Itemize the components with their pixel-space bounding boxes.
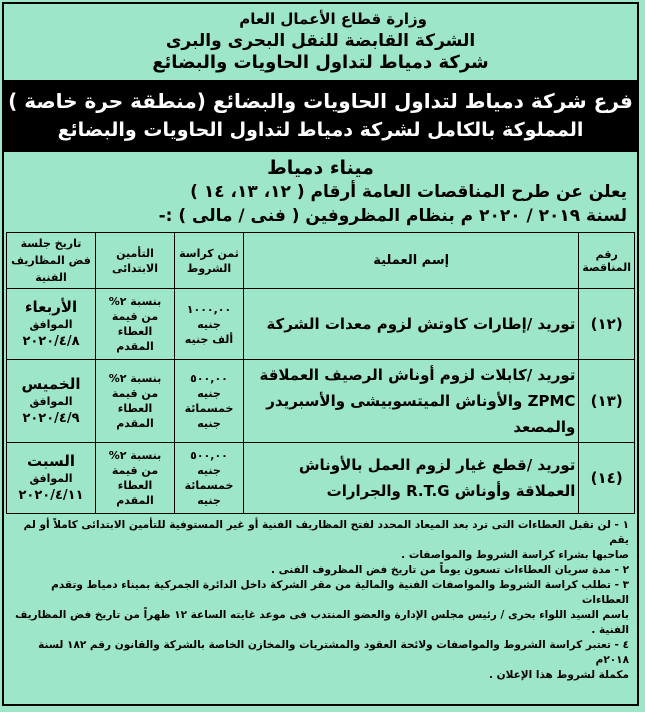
date-day: الأربعاء: [24, 297, 78, 316]
tender-price: [175, 443, 244, 514]
tender-operation: [244, 443, 579, 514]
price-unit: جنيه: [197, 317, 221, 331]
price-words: خمسمائة جنيه: [184, 479, 234, 507]
tender-date: [7, 360, 96, 443]
note-line: مكملة لشروط هذا الإعلان .: [489, 669, 629, 681]
note-line: باسم السيد اللواء بحرى / رئيس مجلس الإدارة والعضو المنتدب فى موعد غايته الساعة ١٢ ظهراً من تاريخ فض المظاريف الفنية .: [15, 609, 629, 636]
table-row: [7, 360, 635, 443]
table-row: [7, 289, 635, 360]
price-words: خمسمائة جنيه: [184, 402, 234, 430]
date-value: ٢٠٢٠/٤/١١: [18, 487, 84, 503]
tender-number: (١٣): [579, 360, 635, 443]
organization-header: [4, 4, 637, 74]
banner-line-2: المملوكة بالكامل لشركة دمياط لتداول الحاويات والبضائع: [57, 119, 584, 141]
header-number: رقم المناقصة: [579, 233, 635, 289]
insurance-of: من قيمة: [111, 464, 159, 477]
announcement-line-2: لسنة ٢٠١٩ / ٢٠٢٠ م بنظام المظروفين ( فنى / مالى ) :-: [158, 206, 627, 226]
ministry-name: وزارة قطاع الأعمال العام: [239, 10, 427, 28]
date-corresponding: الموافق: [29, 317, 73, 331]
tender-insurance: [96, 443, 175, 514]
date-value: ٢٠٢٠/٤/٩: [22, 410, 80, 426]
tender-price: [175, 289, 244, 360]
banner-line-1: فرع شركة دمياط لتداول الحاويات والبضائع (منطقة حرة خاصة ): [8, 89, 633, 113]
note-line: ٢ - مدة سريان العطاءات تسعون يوماً من تاريخ فض المظروف الفنى .: [271, 564, 629, 576]
port-name: ميناء دمياط: [267, 157, 374, 179]
advertisement-frame: [2, 2, 639, 706]
holding-company-name: الشركة القابضة للنقل البحرى والبرى: [165, 31, 476, 51]
price-amount: ٥٠٠,٠٠: [190, 449, 228, 462]
insurance-of: من قيمة: [111, 387, 159, 400]
header-operation: إسم العملية: [244, 233, 579, 289]
tender-operation: [244, 360, 579, 443]
insurance-basis: العطاء المقدم: [116, 402, 154, 430]
price-unit: جنيه: [197, 387, 221, 400]
tender-operation: [244, 289, 579, 360]
announcement: [4, 152, 637, 230]
date-day: السبت: [26, 451, 76, 470]
price-unit: جنيه: [197, 464, 221, 477]
tender-insurance: [96, 289, 175, 360]
tender-date: [7, 443, 96, 514]
insurance-basis: العطاء المقدم: [116, 479, 154, 507]
date-value: ٢٠٢٠/٤/٨: [22, 333, 80, 349]
operation-line-2: ZPMC والأوناش الميتسوبيشى والأسبريدر والمصعد: [266, 392, 576, 436]
header-date: تاريخ جلسة فض المظاريف الفنية: [7, 233, 96, 289]
insurance-of: من قيمة: [111, 310, 159, 323]
tender-number: (١٢): [579, 289, 635, 360]
tenders-table: [6, 232, 635, 514]
table-row: [7, 443, 635, 514]
operation-line-1: توريد /قطع غيار لزوم العمل بالأوناش: [298, 456, 576, 474]
note-line: ٤ - تعتبر كراسة الشروط والمواصفات ولائحة العقود والمشتريات والمخازن الخاصة بالشركة والقانون رقم ١٨٢ لسنة ٢٠١٨م: [38, 639, 629, 666]
note-line: صاحبها بشراء كراسة الشروط والمواصفات .: [401, 549, 629, 561]
announcement-line-1: يعلن عن طرح المناقصات العامة أرقام ( ١٢، ١٣، ١٤ ): [190, 182, 627, 202]
insurance-rate: بنسبة ٢%: [108, 295, 162, 308]
date-corresponding: الموافق: [29, 471, 73, 485]
header-price: ثمن كراسة الشروط: [175, 233, 244, 289]
tender-insurance: [96, 360, 175, 443]
note-line: ١ - لن تقبل العطاءات التى ترد بعد الميعاد المحدد لفتح المظاريف الفنية أو غير المستوفية للتأمين الابتدائى كاملاً أو لم يقم: [23, 519, 629, 546]
tender-price: [175, 360, 244, 443]
operation-line-1: توريد /كابلات لزوم أوناش الرصيف العملاقة: [259, 366, 576, 384]
operation-line-2: العملاقة وأوناش R.T.G والجرارات: [326, 482, 576, 500]
insurance-basis: العطاء المقدم: [116, 325, 154, 353]
note-line: ٣ - تطلب كراسة الشروط والمواصفات الفنية والمالية من مقر الشركة داخل الدائرة الجمركية بميناء دمياط وتقدم العطاءات: [51, 579, 629, 606]
price-amount: ٥٠٠,٠٠: [190, 372, 228, 385]
company-name: شركة دمياط لتداول الحاويات والبضائع: [152, 52, 489, 73]
header-insurance: التأمين الابتدائى: [96, 233, 175, 289]
branch-banner: [4, 80, 637, 152]
table-header-row: [7, 233, 635, 289]
date-corresponding: الموافق: [29, 394, 73, 408]
price-amount: ١٠٠٠,٠٠: [186, 302, 232, 316]
terms-notes: [4, 514, 637, 683]
price-words: ألف جنيه: [184, 332, 234, 346]
insurance-rate: بنسبة ٢%: [108, 372, 162, 385]
operation-line-1: توريد /إطارات كاوتش لزوم معدات الشركة: [266, 315, 576, 333]
insurance-rate: بنسبة ٢%: [108, 449, 162, 462]
tender-date: [7, 289, 96, 360]
tender-number: (١٤): [579, 443, 635, 514]
date-day: الخميس: [21, 374, 81, 393]
